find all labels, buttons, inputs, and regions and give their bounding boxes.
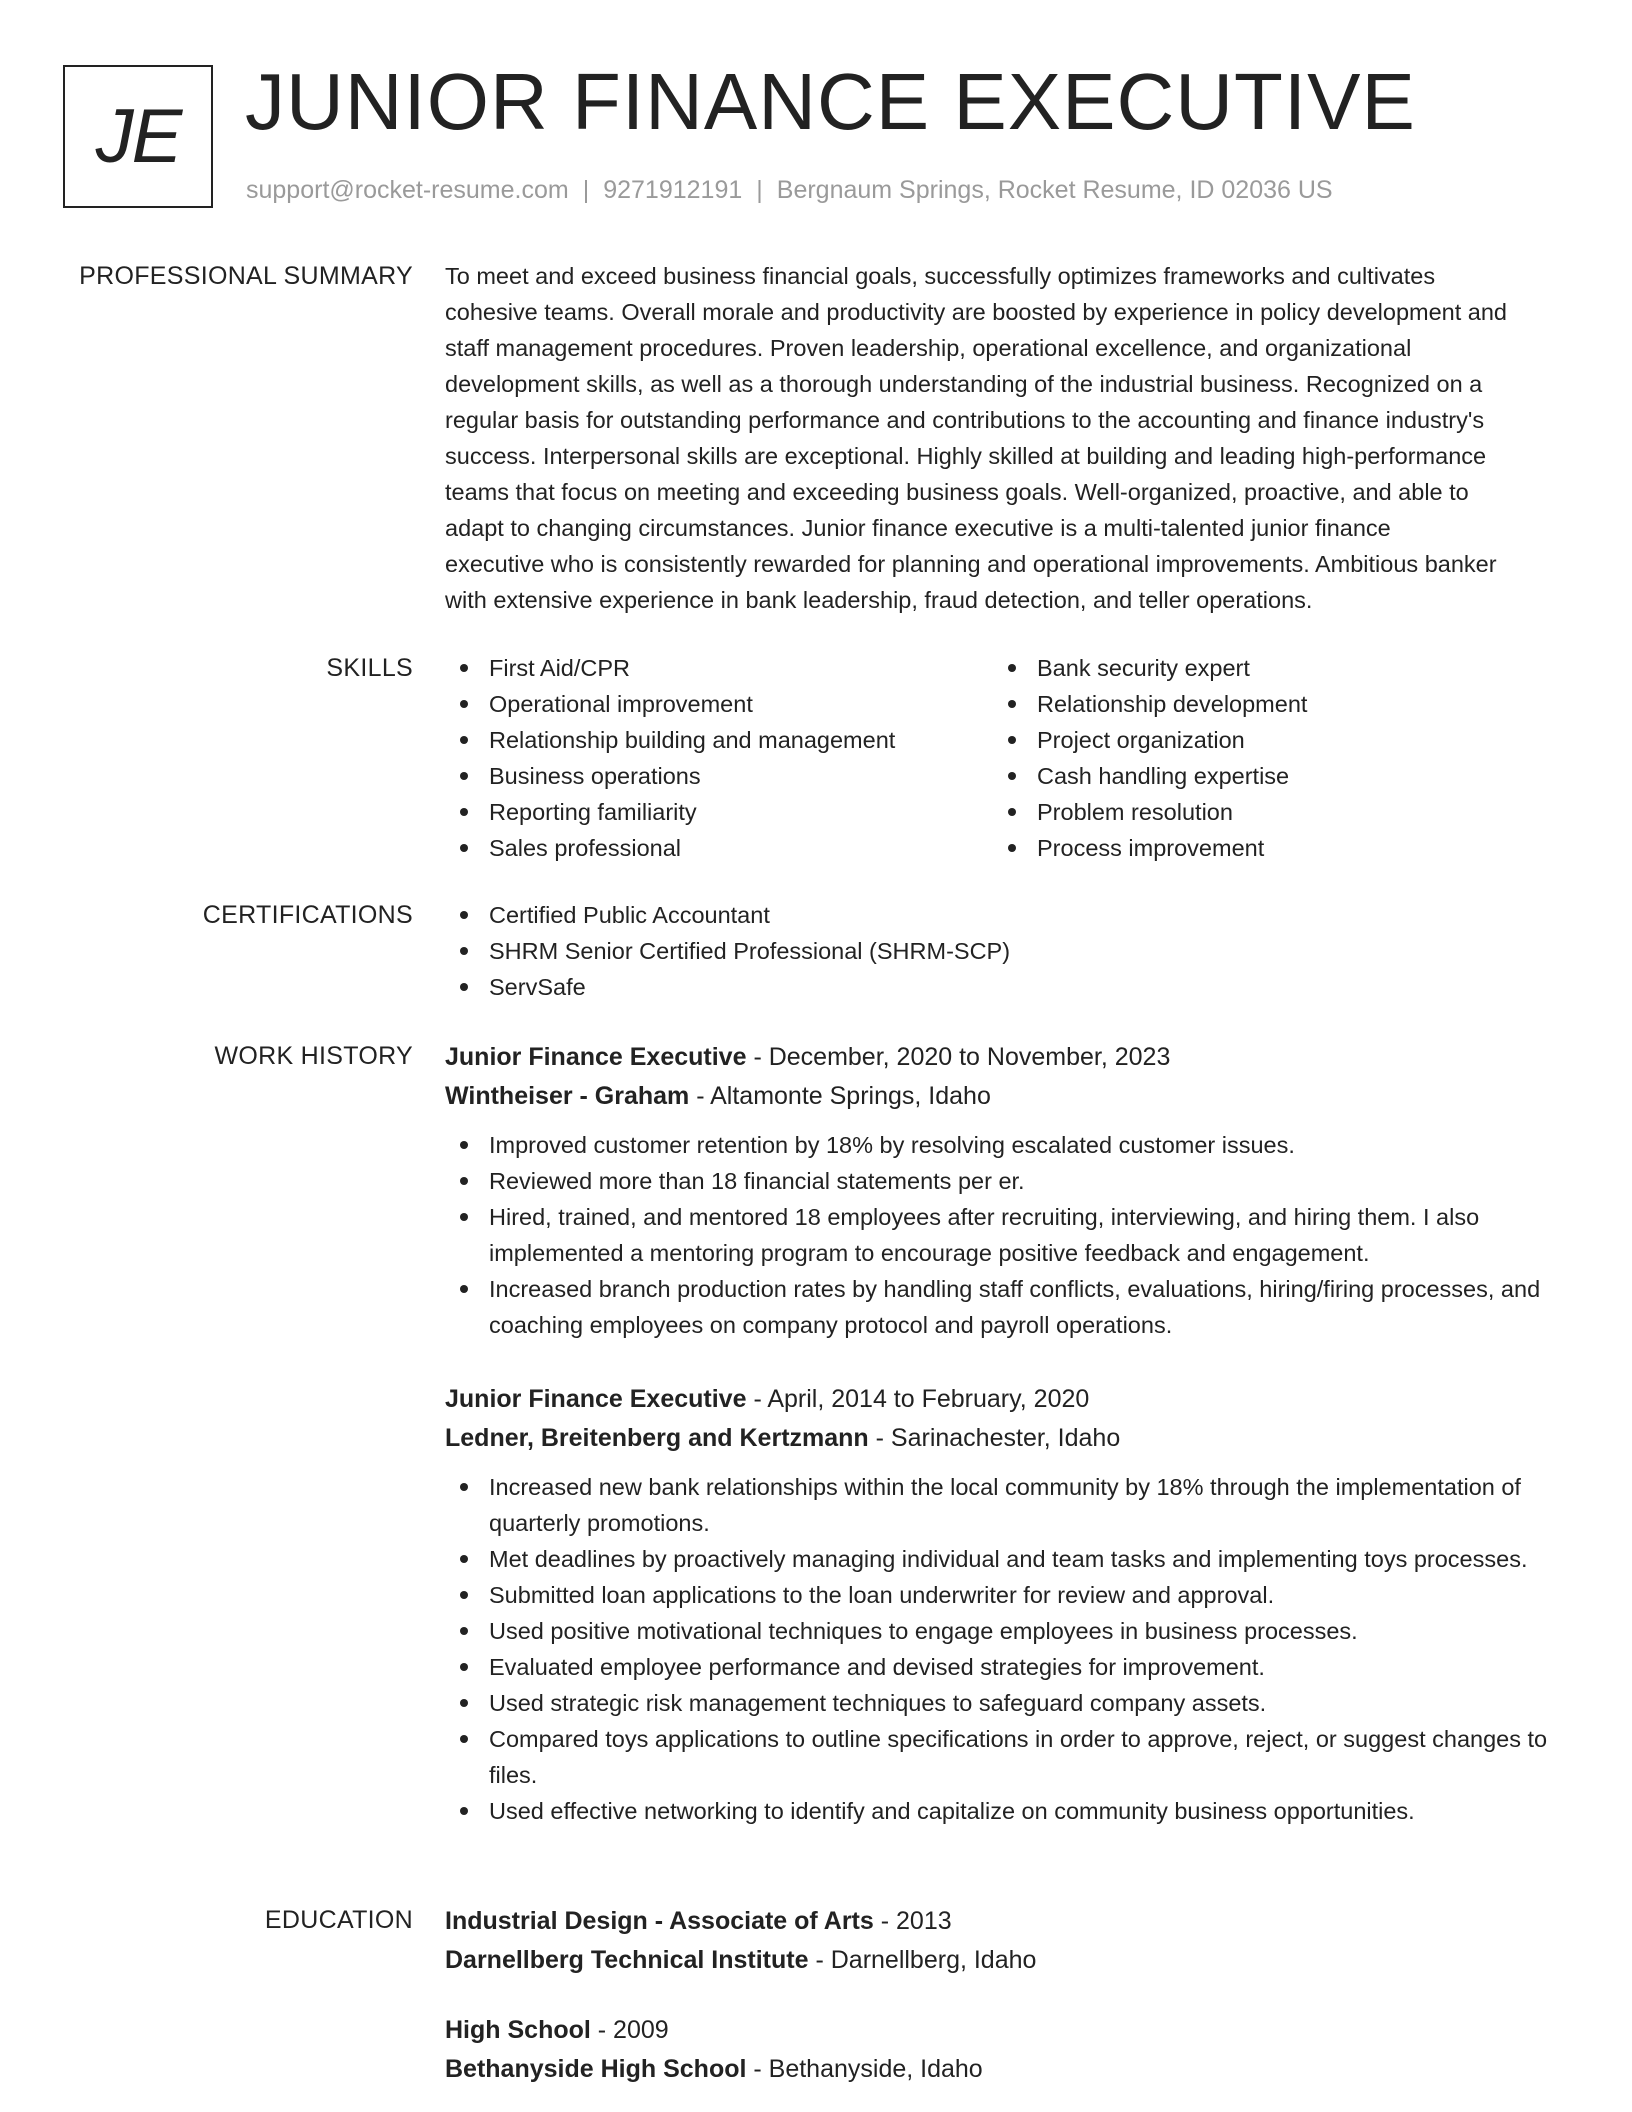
skill-item: Reporting familiarity [445, 794, 993, 830]
job-duty-item: Compared toys applications to outline specifications in order to approve, reject, or suggest changes to files. [445, 1721, 1565, 1793]
skills-column-left [445, 650, 993, 866]
summary-line: success. Interpersonal skills are exceptional. Highly skilled at building and leading high-performance [445, 443, 1487, 469]
job-duty-item: Used effective networking to identify and capitalize on community business opportunities. [445, 1793, 1565, 1829]
section-title: EDUCATION [264, 1906, 413, 1934]
skill-item: First Aid/CPR [445, 650, 993, 686]
job-duties-list [445, 1469, 1565, 1829]
certification-item: SHRM Senior Certified Professional (SHRM-SCP) [445, 933, 1565, 969]
degree-year: - 2013 [873, 1907, 952, 1935]
section-title: PROFESSIONAL SUMMARY [79, 262, 413, 290]
job-duty-item: Reviewed more than 18 financial statements per er. [445, 1163, 1565, 1199]
section-title: WORK HISTORY [214, 1042, 413, 1070]
degree-year: - 2009 [590, 2016, 669, 2044]
skills-column-right [993, 650, 1541, 866]
degree-line [445, 2011, 1565, 2050]
job-entry [445, 1038, 1565, 1343]
skill-item: Business operations [445, 758, 993, 794]
job-duty-item: Met deadlines by proactively managing individual and team tasks and implementing toys processes. [445, 1541, 1565, 1577]
job-duty-item: Used strategic risk management techniques to safeguard company assets. [445, 1685, 1565, 1721]
job-dates: - December, 2020 to November, 2023 [746, 1043, 1171, 1071]
job-duties-list [445, 1127, 1565, 1343]
summary-line: To meet and exceed business financial goals, successfully optimizes frameworks and cultivates [445, 263, 1436, 289]
skill-item: Process improvement [993, 830, 1541, 866]
job-duty-item: Evaluated employee performance and devised strategies for improvement. [445, 1649, 1565, 1685]
job-duty-item: Increased branch production rates by handling staff conflicts, evaluations, hiring/firing processes, and coaching employees on company protocol and payroll operations. [445, 1271, 1565, 1343]
school-line [445, 2050, 1565, 2089]
summary-text [445, 258, 1565, 618]
job-duty-item: Hired, trained, and mentored 18 employees after recruiting, interviewing, and hiring them. I also implemented a mentoring program to encourage positive feedback and engagement. [445, 1199, 1565, 1271]
education-entry [445, 2011, 1565, 2089]
skills-grid [445, 650, 1565, 866]
job-title-line [445, 1038, 1565, 1077]
skill-item: Operational improvement [445, 686, 993, 722]
contact-separator: | [756, 176, 763, 204]
contact-email[interactable]: support@rocket-resume.com [246, 176, 569, 204]
education-body [445, 2011, 1565, 2089]
work-history-body [445, 1038, 1565, 1343]
job-duty-item: Increased new bank relationships within the local community by 18% through the implementation of quarterly promotions. [445, 1469, 1565, 1541]
education-body [445, 1902, 1565, 1980]
summary-line: teams that focus on meeting and exceeding business goals. Well-organized, proactive, and able to [445, 479, 1469, 505]
job-title-line [445, 1380, 1565, 1419]
skill-item: Problem resolution [993, 794, 1541, 830]
job-location: - Altamonte Springs, Idaho [689, 1082, 991, 1110]
job-position: Junior Finance Executive [445, 1043, 747, 1071]
certification-item: ServSafe [445, 969, 1565, 1005]
contact-line [246, 172, 1333, 208]
job-duty-item: Used positive motivational techniques to engage employees in business processes. [445, 1613, 1565, 1649]
degree-name: Industrial Design - Associate of Arts [445, 1907, 874, 1935]
summary-line: executive who is consistently rewarded for planning and operational improvements. Ambitious banker [445, 551, 1497, 577]
job-company: Ledner, Breitenberg and Kertzmann [445, 1424, 869, 1452]
summary-line: development skills, as well as a thorough understanding of the industrial business. Recognized on a [445, 371, 1483, 397]
monogram-badge [63, 65, 213, 208]
section-title: CERTIFICATIONS [202, 901, 413, 929]
school-location: - Bethanyside, Idaho [746, 2055, 983, 2083]
summary-line: adapt to changing circumstances. Junior finance executive is a multi-talented junior finance [445, 515, 1391, 541]
contact-separator: | [582, 176, 590, 204]
school-name: Darnellberg Technical Institute [445, 1946, 809, 1974]
resume-name: JUNIOR FINANCE EXECUTIVE [245, 57, 1416, 146]
job-duty-item: Submitted loan applications to the loan underwriter for review and approval. [445, 1577, 1565, 1613]
education-entry [445, 1902, 1565, 1980]
job-position: Junior Finance Executive [445, 1385, 747, 1413]
skill-item: Bank security expert [993, 650, 1541, 686]
job-company: Wintheiser - Graham [445, 1082, 690, 1110]
skill-item: Sales professional [445, 830, 993, 866]
monogram-text: JE [95, 94, 181, 179]
job-dates: - April, 2014 to February, 2020 [746, 1385, 1090, 1413]
degree-name: High School [445, 2016, 591, 2044]
work-history-body [445, 1380, 1565, 1829]
skill-item: Project organization [993, 722, 1541, 758]
job-company-line [445, 1077, 1565, 1116]
certification-item: Certified Public Accountant [445, 897, 1565, 933]
school-line [445, 1941, 1565, 1980]
section-title: SKILLS [326, 654, 413, 682]
skill-item: Cash handling expertise [993, 758, 1541, 794]
degree-line [445, 1902, 1565, 1941]
certifications-list [445, 897, 1565, 1005]
job-location: - Sarinachester, Idaho [868, 1424, 1121, 1452]
job-entry [445, 1380, 1565, 1829]
summary-line: cohesive teams. Overall morale and productivity are boosted by experience in policy development and [445, 299, 1507, 325]
school-name: Bethanyside High School [445, 2055, 747, 2083]
job-company-line [445, 1419, 1565, 1458]
summary-line: regular basis for outstanding performance and contributions to the accounting and finance industry's [445, 407, 1485, 433]
job-duty-item: Improved customer retention by 18% by resolving escalated customer issues. [445, 1127, 1565, 1163]
school-location: - Darnellberg, Idaho [808, 1946, 1037, 1974]
contact-address: Bergnaum Springs, Rocket Resume, ID 02036 US [776, 176, 1333, 204]
summary-line: staff management procedures. Proven leadership, operational excellence, and organizational [445, 335, 1412, 361]
skill-item: Relationship building and management [445, 722, 993, 758]
summary-line: with extensive experience in bank leadership, fraud detection, and teller operations. [445, 587, 1313, 613]
contact-phone[interactable]: 9271912191 [603, 176, 743, 204]
skill-item: Relationship development [993, 686, 1541, 722]
certifications-body [445, 897, 1565, 1005]
